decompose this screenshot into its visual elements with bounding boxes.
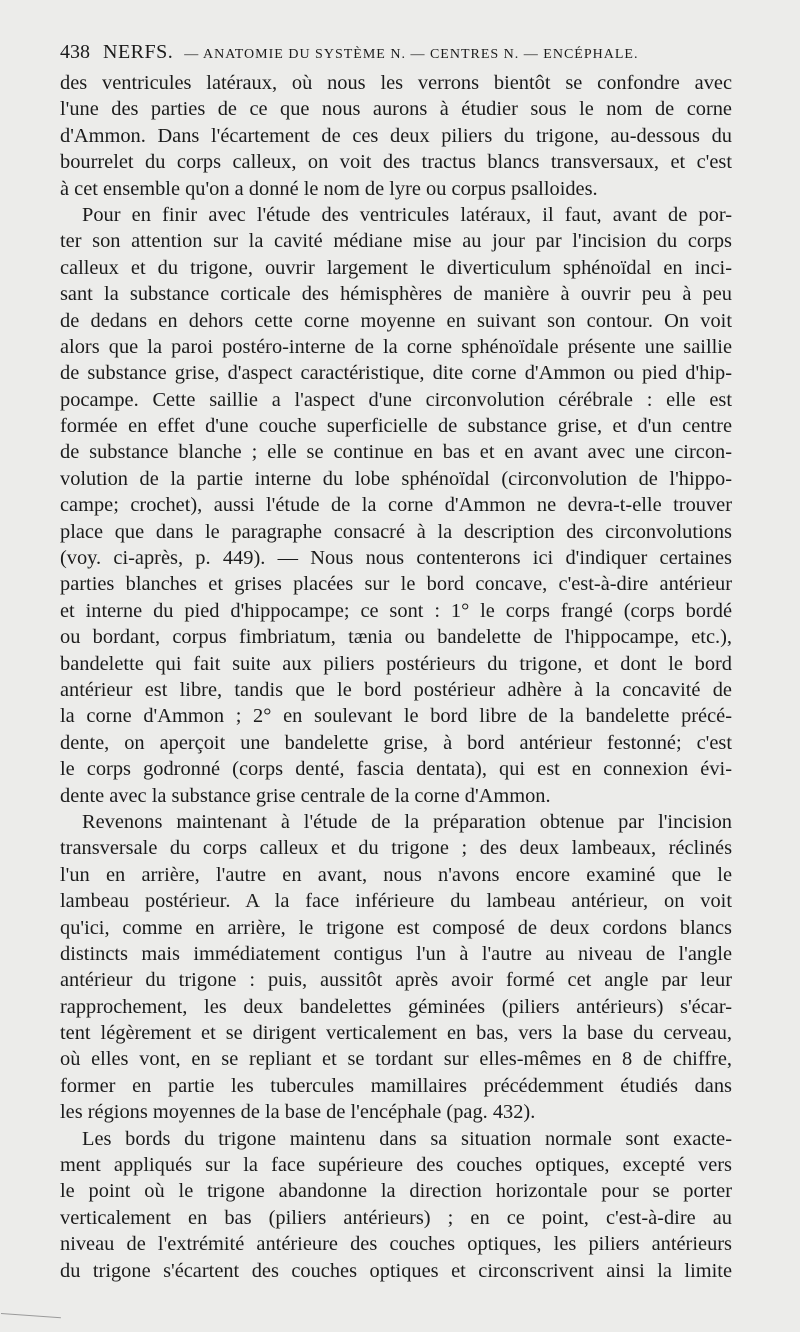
text-line: d'Ammon. Dans l'écartement de ces deux piliers du trigone, au-dessous du: [60, 124, 732, 147]
header-section: NERFS.: [103, 41, 174, 63]
text-line: niveau de l'extrémité antérieure des couches optiques, les piliers antérieurs: [60, 1233, 732, 1256]
text-line: distincts mais immédiatement contigus l'un à l'autre au niveau de l'angle: [60, 942, 732, 965]
text-line: où elles vont, en se repliant et se tordant sur elles-mêmes en 8 de chiffre,: [60, 1048, 732, 1071]
text-line: place que dans le paragraphe consacré à la description des circonvolutions: [60, 520, 732, 543]
text-line: antérieur est libre, tandis que le bord postérieur adhère à la concavité de: [60, 678, 732, 701]
text-line: l'une des parties de ce que nous aurons à étudier sous le nom de corne: [60, 98, 732, 121]
text-line: à cet ensemble qu'on a donné le nom de lyre ou corpus psalloides.: [60, 177, 598, 200]
text-line: calleux et du trigone, ouvrir largement le diverticulum sphénoïdal en inci-: [60, 256, 732, 279]
text-line: dente, on aperçoit une bandelette grise, à bord antérieur festonné; c'est: [60, 731, 732, 754]
text-line: bandelette qui fait suite aux piliers postérieurs du trigone, et dont le bord: [60, 652, 732, 675]
header-subtitle: — ANATOMIE DU SYSTÈME N. — CENTRES N. — ENCÉPHALE.: [184, 47, 639, 62]
text-line: du trigone s'écartent des couches optiques et circonscrivent ainsi la limite: [60, 1259, 732, 1282]
text-line: ter son attention sur la cavité médiane mise au jour par l'incision du corps: [60, 230, 732, 253]
text-line: ment appliqués sur la face supérieure des couches optiques, excepté vers: [60, 1154, 732, 1177]
text-line: verticalement en bas (piliers antérieurs) ; en ce point, c'est-à-dire au: [60, 1206, 732, 1229]
text-line: des ventricules latéraux, où nous les verrons bientôt se confondre avec: [60, 72, 732, 94]
text-line: rapprochement, les deux bandelettes géminées (piliers antérieurs) s'écar-: [60, 995, 732, 1018]
text-line: former en partie les tubercules mamillaires précédemment étudiés dans: [60, 1074, 732, 1097]
text-line: de substance blanche ; elle se continue en bas et en avant avec une circon-: [60, 441, 732, 464]
text-line: parties blanches et grises placées sur le bord concave, c'est-à-dire antérieur: [60, 573, 732, 596]
text-line: de substance grise, d'aspect caractéristique, dite corne d'Ammon ou pied d'hip-: [60, 362, 732, 385]
text-line: lambeau postérieur. A la face inférieure du lambeau antérieur, on voit: [60, 890, 732, 913]
text-line: de dedans en dehors cette corne moyenne en suivant son contour. On voit: [60, 309, 732, 332]
text-line: qu'ici, comme en arrière, le trigone est composé de deux cordons blancs: [60, 916, 732, 939]
text-line: campe; crochet), aussi l'étude de la corne d'Ammon ne devra-t-elle trouver: [60, 494, 732, 517]
text-line: tent légèrement et se dirigent verticalement en bas, vers la base du cerveau,: [60, 1022, 732, 1045]
page-fold-mark: [0, 1313, 61, 1332]
text-line: et interne du pied d'hippocampe; ce sont : 1° le corps frangé (corps bordé: [60, 599, 732, 622]
text-line: la corne d'Ammon ; 2° en soulevant le bord libre de la bandelette précé-: [60, 705, 732, 728]
text-line: Revenons maintenant à l'étude de la préparation obtenue par l'incision: [82, 810, 732, 833]
text-line: le point où le trigone abandonne la direction horizontale pour se porter: [60, 1180, 732, 1203]
text-line: ou bordant, corpus fimbriatum, tænia ou bandelette de l'hippocampe, etc.),: [60, 626, 732, 649]
text-line: l'un en arrière, l'autre en avant, nous n'avons encore examiné que le: [60, 863, 732, 886]
text-line: Pour en finir avec l'étude des ventricules latéraux, il faut, avant de por-: [82, 203, 732, 226]
page-number: 438: [60, 41, 90, 63]
text-line: le corps godronné (corps denté, fascia dentata), qui est en connexion évi-: [60, 758, 732, 781]
text-line: sant la substance corticale des hémisphères de manière à ouvrir peu à peu: [60, 283, 732, 306]
text-line: (voy. ci-après, p. 449). — Nous nous contenterons ici d'indiquer certaines: [60, 547, 732, 570]
body-text: [60, 70, 732, 1284]
text-line: formée en effet d'une couche superficielle de substance grise, et d'un centre: [60, 415, 732, 438]
text-line: dente avec la substance grise centrale de la corne d'Ammon.: [60, 784, 551, 807]
running-header: [60, 38, 732, 69]
text-line: bourrelet du corps calleux, on voit des tractus blancs transversaux, et c'est: [60, 151, 732, 174]
text-line: Les bords du trigone maintenu dans sa situation normale sont exacte-: [82, 1127, 732, 1150]
text-line: antérieur du trigone : puis, aussitôt après avoir formé cet angle par leur: [60, 969, 732, 992]
text-line: volution de la partie interne du lobe sphénoïdal (circonvolution de l'hippo-: [60, 467, 732, 490]
text-line: transversale du corps calleux et du trigone ; des deux lambeaux, réclinés: [60, 837, 732, 860]
text-line: les régions moyennes de la base de l'encéphale (pag. 432).: [60, 1101, 536, 1124]
text-line: pocampe. Cette saillie a l'aspect d'une circonvolution cérébrale : elle est: [60, 388, 732, 411]
text-line: alors que la paroi postéro-interne de la corne sphénoïdale présente une saillie: [60, 335, 732, 358]
